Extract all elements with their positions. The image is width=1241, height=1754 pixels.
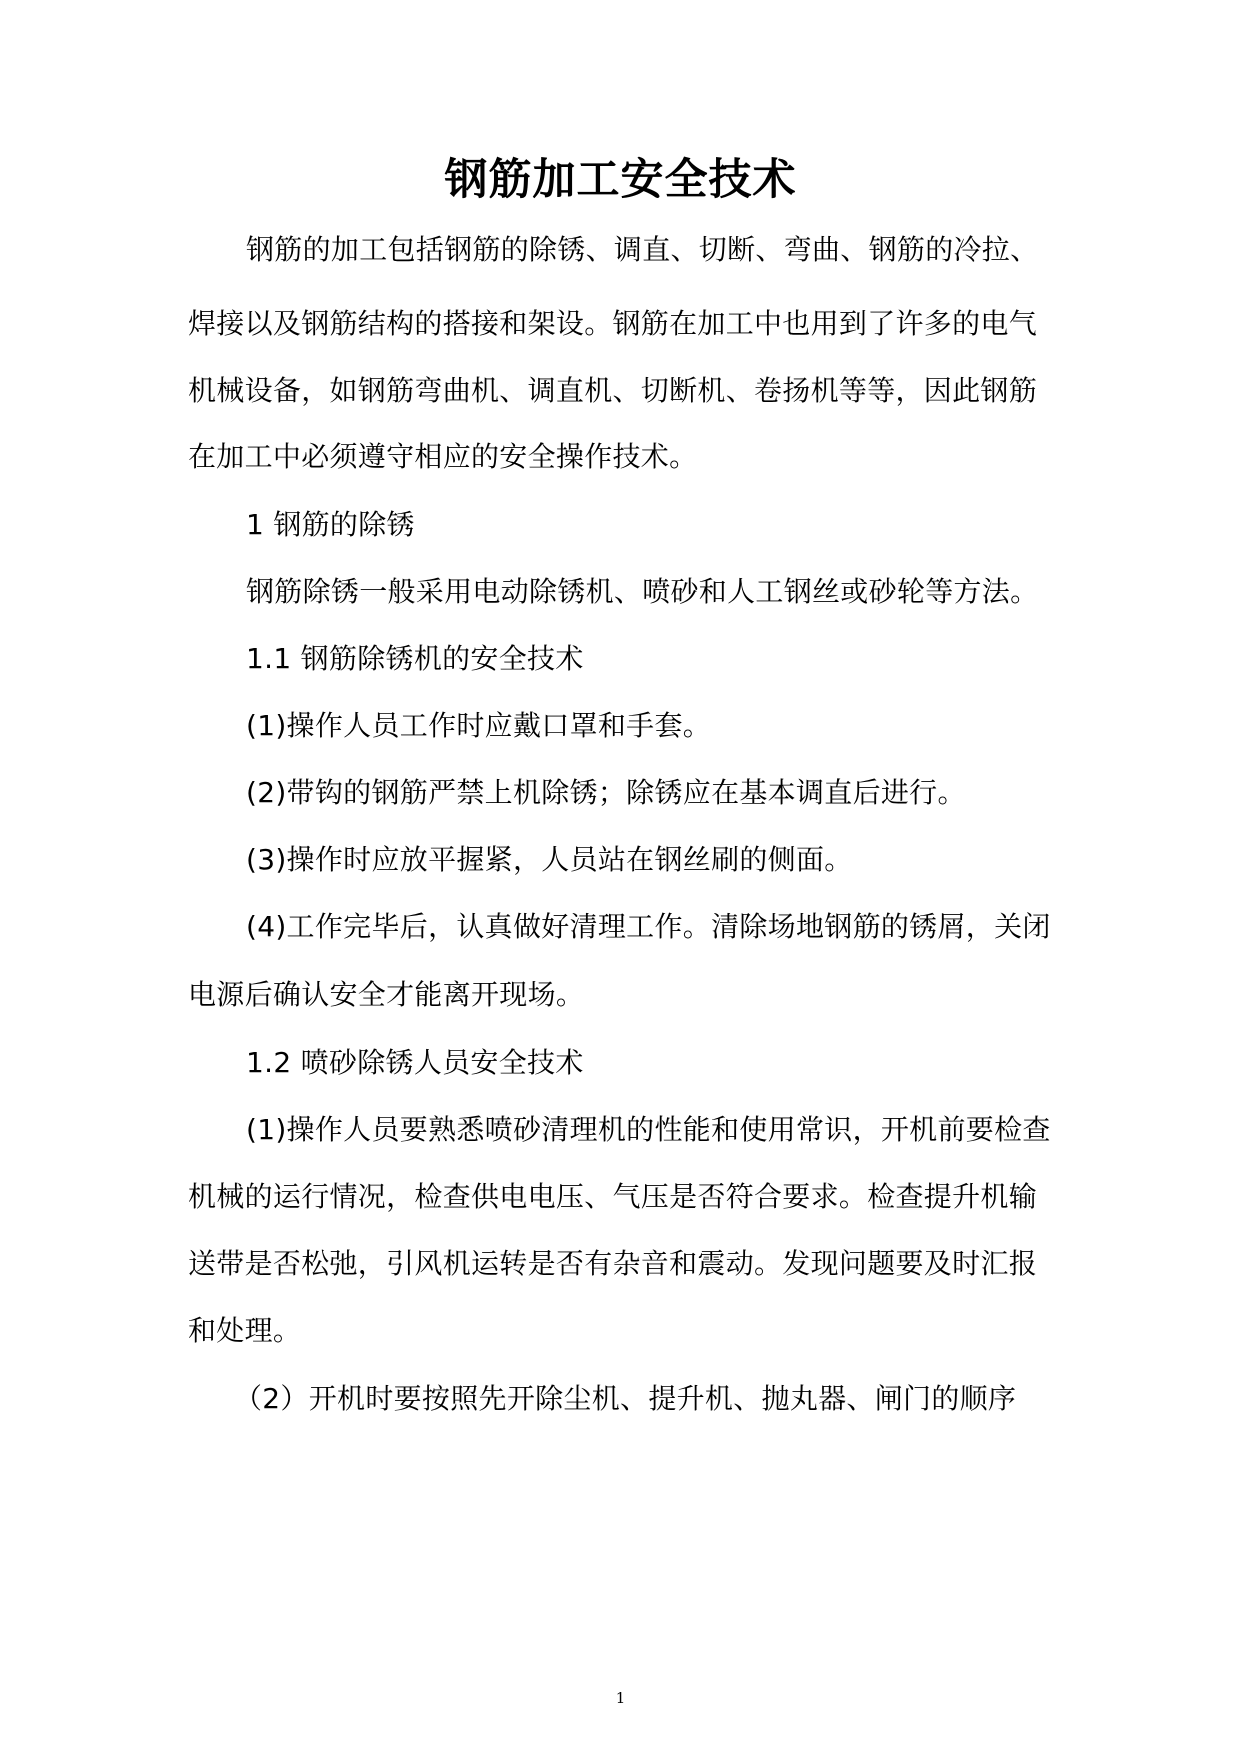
list-item-continuation: 和处理。 <box>188 1314 302 1347</box>
subsection-heading: 1.2 喷砂除锈人员安全技术 <box>246 1046 584 1079</box>
document-title: 钢筋加工安全技术 <box>444 155 797 205</box>
paragraph-line: 在加工中必须遵守相应的安全操作技术。 <box>188 440 698 473</box>
list-item-continuation: 电源后确认安全才能离开现场。 <box>188 978 585 1011</box>
paragraph-line: 钢筋除锈一般采用电动除锈机、喷砂和人工钢丝或砂轮等方法。 <box>246 575 1039 608</box>
list-item: (4)工作完毕后，认真做好清理工作。清除场地钢筋的锈屑，关闭 <box>246 910 1051 943</box>
subsection-heading: 1.1 钢筋除锈机的安全技术 <box>246 642 584 675</box>
list-item-continuation: 送带是否松弛，引风机运转是否有杂音和震动。发现问题要及时汇报 <box>188 1247 1038 1280</box>
page-number: 1 <box>615 1689 626 1707</box>
paragraph-line: 焊接以及钢筋结构的搭接和架设。钢筋在加工中也用到了许多的电气 <box>188 307 1038 340</box>
section-heading: 1 钢筋的除锈 <box>246 508 415 541</box>
list-item-continuation: 机械的运行情况，检查供电电压、气压是否符合要求。检查提升机输 <box>188 1180 1038 1213</box>
list-item: (1)操作人员要熟悉喷砂清理机的性能和使用常识，开机前要检查 <box>246 1113 1051 1146</box>
paragraph-line: 机械设备，如钢筋弯曲机、调直机、切断机、卷扬机等等，因此钢筋 <box>188 374 1038 407</box>
list-item: (3)操作时应放平握紧，人员站在钢丝刷的侧面。 <box>246 843 853 876</box>
list-item: (2)带钩的钢筋严禁上机除锈；除锈应在基本调直后进行。 <box>246 776 966 809</box>
list-item: (1)操作人员工作时应戴口罩和手套。 <box>246 709 712 742</box>
paragraph-line: 钢筋的加工包括钢筋的除锈、调直、切断、弯曲、钢筋的冷拉、 <box>246 233 1039 266</box>
list-item: （2）开机时要按照先开除尘机、提升机、抛丸器、闸门的顺序 <box>234 1382 1017 1415</box>
